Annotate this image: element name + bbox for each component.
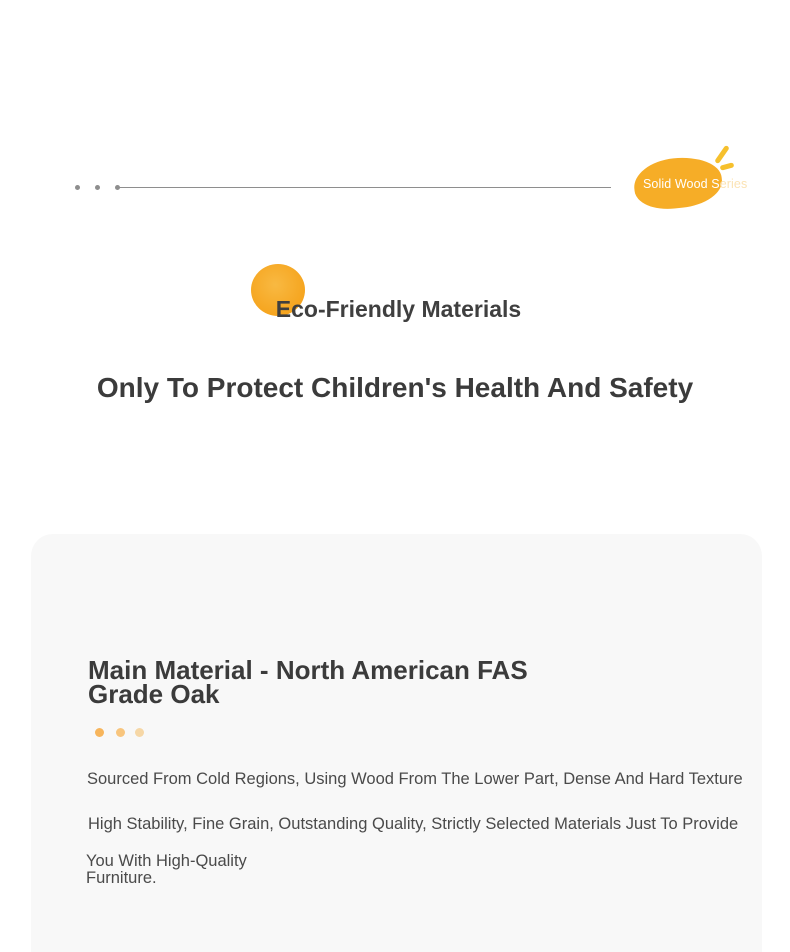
card-description-line: You With High-Quality Furniture. — [86, 852, 247, 887]
decor-dot — [95, 728, 104, 737]
section-eyebrow: Eco-Friendly Materials — [275, 296, 522, 322]
pager-dot[interactable] — [75, 185, 80, 190]
material-card — [31, 534, 762, 952]
decor-dot — [135, 728, 144, 737]
sun-ray-icon — [720, 162, 735, 170]
card-title: Main Material - North American FAS Grade Oak — [88, 655, 528, 709]
card-description-line: Sourced From Cold Regions, Using Wood From The Lower Part, Dense And Hard Texture — [87, 770, 743, 788]
card-description-line: High Stability, Fine Grain, Outstanding Quality, Strictly Selected Materials Just To Provide — [88, 815, 739, 833]
sun-ray-icon — [714, 145, 730, 164]
badge-label: Solid Wood Series — [643, 177, 748, 191]
pager-dot[interactable] — [95, 185, 100, 190]
decor-dot — [116, 728, 125, 737]
section-headline: Only To Protect Children's Health And Safety — [96, 372, 694, 403]
pager-progress-line — [118, 187, 611, 188]
